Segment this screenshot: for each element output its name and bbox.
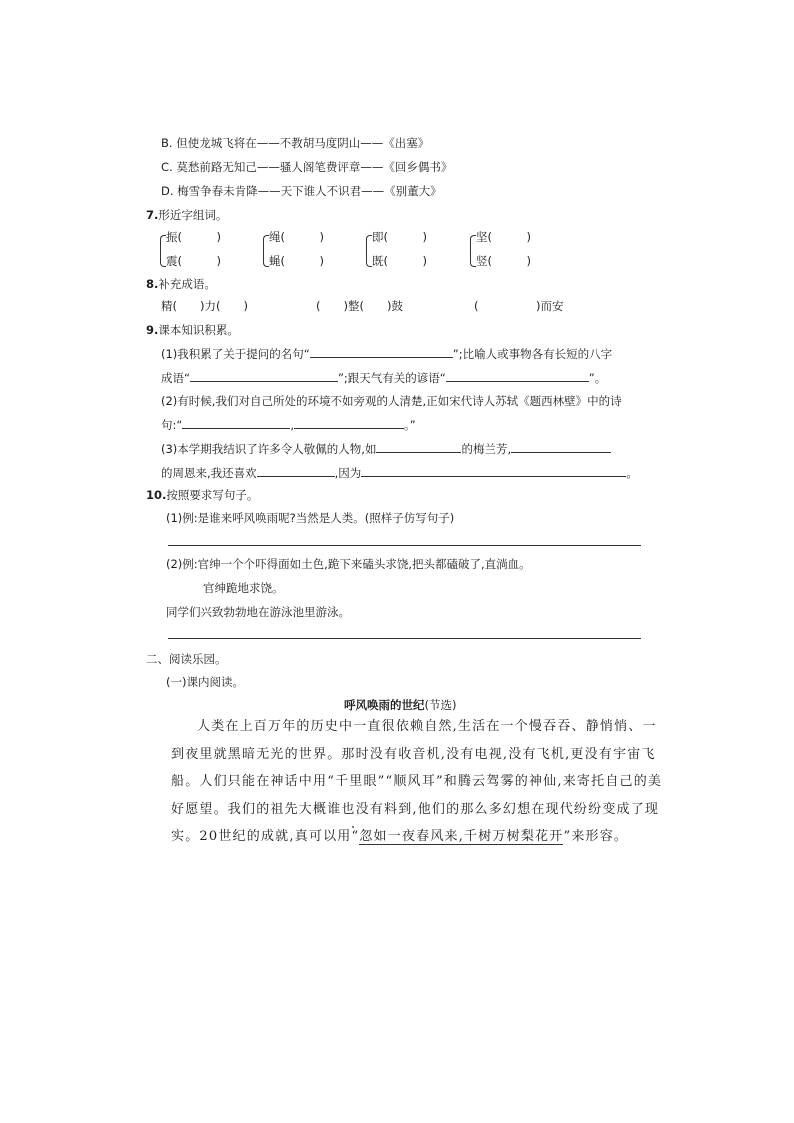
q6-option-b: B. 但使龙城飞将在——不教胡马度阴山——《出塞》 xyxy=(161,136,430,150)
q7-number: 7. xyxy=(146,208,159,222)
idiom-blank-1[interactable]: 精( )力( ) xyxy=(161,299,248,313)
q10-number: 10. xyxy=(146,488,167,502)
answer-blank[interactable] xyxy=(190,369,338,382)
q9-text: 的周恩来,我还喜欢 xyxy=(161,466,257,480)
word-blank[interactable]: 既( ) xyxy=(372,254,427,268)
q10-sentence-2: (2)例:官绅一个个吓得面如土色,跪下来磕头求饶,把头都磕破了,直淌血。 xyxy=(166,557,531,571)
q7-heading xyxy=(146,207,227,223)
q9-text: ”;比喻人或事物各有长短的八字 xyxy=(452,347,613,361)
word-blank[interactable]: 即( ) xyxy=(372,230,427,244)
underlined-quote: 忽如一夜春风来,千树万树梨花开 xyxy=(359,829,564,844)
q9-text: ”。 xyxy=(588,371,607,385)
answer-line[interactable] xyxy=(168,545,641,546)
q10-example: 官绅跪地求饶。 xyxy=(203,581,284,595)
q9-line-6 xyxy=(161,464,638,481)
section-subtitle: (一)课内阅读。 xyxy=(166,675,244,689)
q9-text: 成语“ xyxy=(161,371,190,385)
ink-dot xyxy=(352,826,354,828)
word-blank[interactable]: 振( ) xyxy=(166,230,221,244)
q10-heading xyxy=(146,487,258,503)
q9-text: ”;跟天气有关的谚语“ xyxy=(337,371,446,385)
word-blank[interactable]: 竖( ) xyxy=(476,254,531,268)
idiom-blank-3[interactable]: ( )而安 xyxy=(474,299,564,313)
passage-text: 人类在上百万年的历史中一直很依赖自然,生活在一个慢吞吞、静悄悄、一到夜里就黑暗无光的世界。那时没有收音机,没有电视,没有飞机,更没有宇宙飞船。人们只能在神话中用“千里眼”“顺风耳”和腾云驾雾的神仙,来寄托自己的美好愿望。我们的祖先大概谁也没有料到,他们的那么多幻想在现代纷纷变成了现实。20世纪的成就,真可以用“ xyxy=(171,719,663,844)
word-blank[interactable]: 震( ) xyxy=(166,254,221,268)
q9-text: 。” xyxy=(404,418,416,432)
passage-title xyxy=(344,697,456,713)
q9-text: 句:“ xyxy=(161,418,183,432)
q9-line-1 xyxy=(161,345,612,362)
q9-text: 的梅兰芳, xyxy=(461,442,512,456)
q9-text: (3)本学期我结识了许多令人敬佩的人物,如 xyxy=(161,442,377,456)
passage-title-note: (节选) xyxy=(424,698,457,712)
q10-title: 按照要求写句子。 xyxy=(166,488,259,502)
q9-text: (1)我积累了关于提问的名句“ xyxy=(161,347,310,361)
answer-blank[interactable] xyxy=(361,464,626,477)
q7-title: 形近字组词。 xyxy=(158,208,228,222)
answer-blank[interactable] xyxy=(294,416,404,429)
q9-line-2 xyxy=(161,369,606,386)
answer-line[interactable] xyxy=(168,638,641,639)
q9-heading xyxy=(146,322,239,338)
answer-blank[interactable] xyxy=(446,369,589,382)
q9-line-5 xyxy=(161,440,611,457)
word-blank[interactable]: 坚( ) xyxy=(476,230,531,244)
section-title: 二、阅读乐园。 xyxy=(146,652,227,666)
q9-title: 课本知识积累。 xyxy=(158,323,239,337)
q9-line-4 xyxy=(161,416,416,433)
q9-text: ,因为 xyxy=(334,466,362,480)
reading-passage xyxy=(171,713,667,851)
q6-option-c: C. 莫愁前路无知己——骚人阁笔费评章——《回乡偶书》 xyxy=(161,160,453,174)
q9-number: 9. xyxy=(146,323,159,337)
q10-task: 同学们兴致勃勃地在游泳池里游泳。 xyxy=(166,605,350,619)
answer-blank[interactable] xyxy=(376,440,461,453)
q8-title: 补充成语。 xyxy=(158,277,216,291)
q9-line-3: (2)有时候,我们对自己所处的环境不如旁观的人清楚,正如宋代诗人苏轼《题西林壁》中的诗 xyxy=(161,394,622,408)
idiom-blank-2[interactable]: ( )整( )鼓 xyxy=(316,299,403,313)
q8-heading xyxy=(146,276,216,292)
passage-text: ”来形容。 xyxy=(563,829,629,844)
answer-blank[interactable] xyxy=(310,345,453,358)
answer-blank[interactable] xyxy=(182,416,290,429)
q9-text: 。 xyxy=(626,466,638,480)
passage-title-text: 呼风唤雨的世纪 xyxy=(344,698,425,712)
word-blank[interactable]: 绳( ) xyxy=(269,230,324,244)
answer-blank[interactable] xyxy=(511,440,611,453)
word-blank[interactable]: 蝇( ) xyxy=(269,254,324,268)
q9-text: , xyxy=(290,418,294,432)
answer-blank[interactable] xyxy=(257,464,335,477)
q8-number: 8. xyxy=(146,277,159,291)
q10-sentence-1: (1)例:是谁来呼风唤雨呢?当然是人类。(照样子仿写句子) xyxy=(166,511,455,525)
q6-option-d: D. 梅雪争春未肯降——天下谁人不识君——《别董大》 xyxy=(161,184,442,198)
